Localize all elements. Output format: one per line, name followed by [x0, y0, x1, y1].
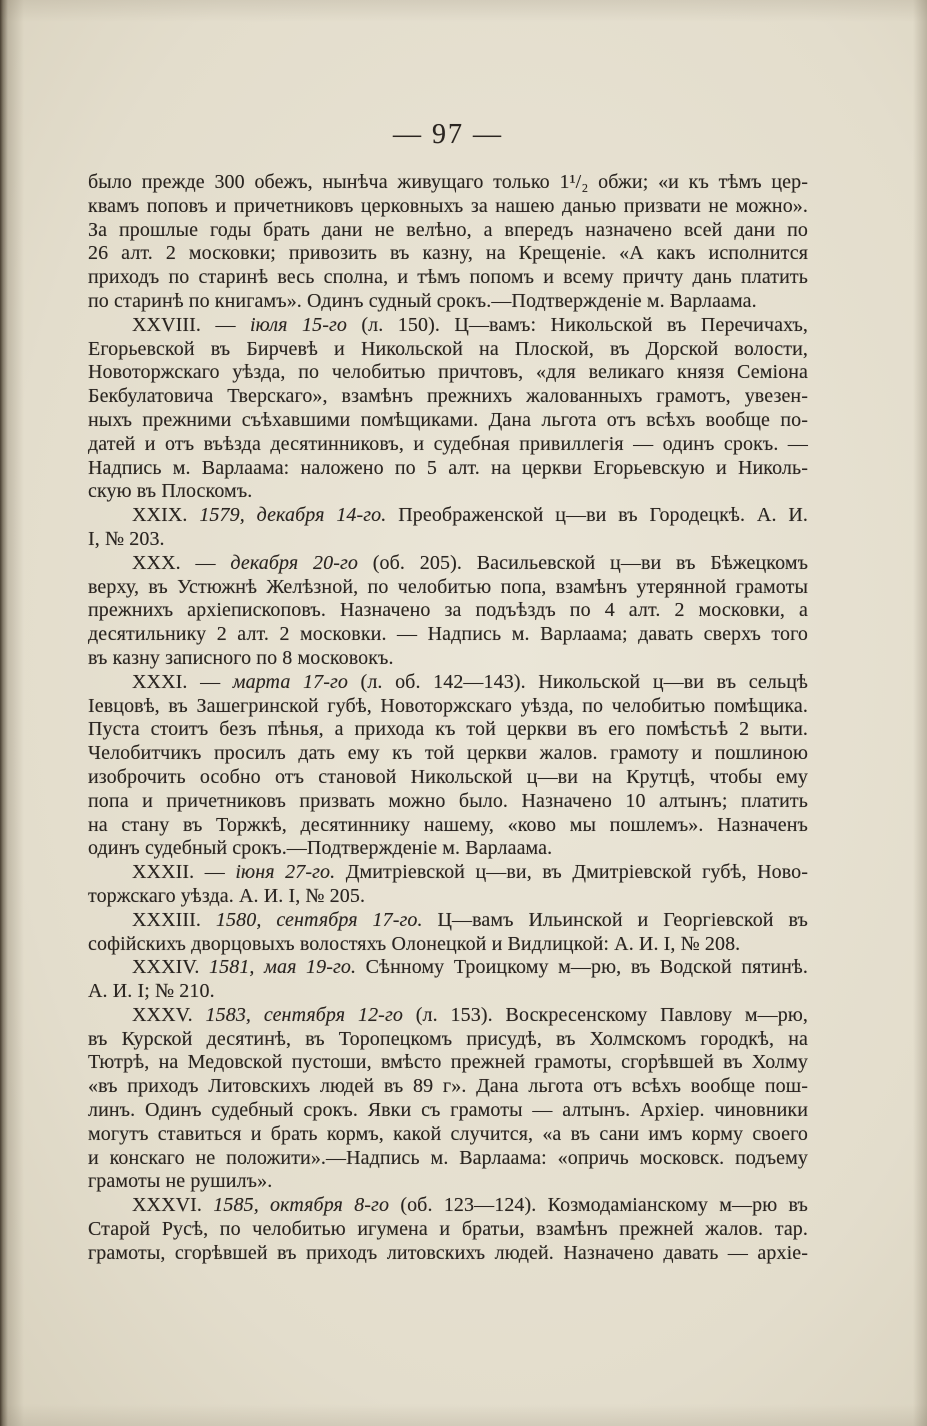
text-segment: Ц—вамъ Ильинской и Георгіевской въ	[422, 908, 808, 931]
date-text: 1580, сентября 17-го.	[215, 908, 423, 931]
text-line	[88, 742, 808, 766]
text-segment: софійскихъ дворцовыхъ волостяхъ Олонецкой и Видлицкой: А. И. I, № 208.	[88, 932, 741, 955]
text-segment: Дмитріевской ц—ви, въ Дмитріевской губѣ, Ново-	[335, 861, 808, 884]
text-segment: За прошлые годы брать дани не велѣно, а впередъ назначено всей дани по	[88, 218, 808, 241]
text-line	[88, 338, 808, 362]
text-segment: датей и отъ въѣзда десятинниковъ, и судебная привиллегія — одинъ срокъ. —	[88, 432, 808, 455]
text-segment: Челобитчикъ просилъ дать ему къ той церкви жалов. грамоту и пошлиною	[88, 742, 808, 765]
text-line	[88, 1194, 808, 1218]
text-line	[88, 980, 808, 1004]
text-segment: было прежде 300 обежъ, нынѣча живущаго только 1¹/₂ обжи; «и къ тѣмъ цер-	[88, 171, 808, 193]
text-segment: десятильнику 2 алт. 2 московки. — Надпись м. Варлаама; давать сверхъ того	[88, 623, 808, 646]
text-segment: (об. 205). Васильевской ц—ви въ Бѣжецкомъ	[358, 551, 809, 574]
text-line	[88, 1147, 808, 1171]
text-segment: грамоты, сгорѣвшей въ приходъ литовскихъ людей. Назначено давать — архіе-	[88, 1241, 808, 1264]
text-line	[88, 219, 808, 243]
text-line	[88, 814, 808, 838]
text-segment: Новоторжскаго уѣзда, по челобитью причтовъ, «для великаго князя Семіона	[88, 361, 808, 384]
text-segment: XXXI. —	[132, 670, 233, 693]
date-text: марта 17-го	[232, 670, 348, 693]
text-line	[88, 766, 808, 790]
text-segment: А. И. I; № 210.	[88, 980, 215, 1003]
text-segment: I, № 203.	[88, 527, 165, 550]
date-text: 1579, декабря 14-го.	[199, 504, 387, 527]
entry-paragraph	[88, 504, 808, 552]
text-segment: (л. об. 142—143). Никольской ц—ви въ сельцѣ	[347, 670, 808, 693]
text-segment: XXXIII.	[132, 908, 216, 931]
text-segment: (об. 123—124). Козмодаміанскому м—рю въ	[389, 1194, 808, 1217]
entry-paragraph	[88, 909, 808, 957]
text-line	[88, 1028, 808, 1052]
text-line	[88, 1242, 808, 1266]
text-segment: 26 алт. 2 московки; привозить въ казну, на Крещеніе. «А какъ исполнится	[88, 242, 808, 265]
text-segment: ныхъ прежними съѣхавшими помѣщиками. Дана льгота отъ всѣхъ вообще по-	[88, 408, 808, 431]
continued-paragraph	[88, 171, 808, 314]
text-line	[88, 290, 808, 314]
text-segment: прежнихъ архіепископовъ. Назначено за подъѣздъ по 4 алт. 2 московки, а	[88, 599, 808, 622]
text-segment: грамоты не рушилъ».	[88, 1170, 273, 1193]
text-line	[88, 647, 808, 671]
text-segment: приходъ по старинѣ весь сполна, и тѣмъ попомъ и всему причту дань платить	[88, 266, 808, 289]
text-line	[88, 1004, 808, 1028]
text-segment: и конскаго не положити».—Надпись м. Варлаама: «опричь московск. подъему	[88, 1146, 808, 1169]
text-line	[88, 576, 808, 600]
entry-paragraph	[88, 956, 808, 1004]
text-line	[88, 1075, 808, 1099]
text-line	[88, 195, 808, 219]
text-line	[88, 718, 808, 742]
text-segment: Тютрѣ, на Медовской пустоши, вмѣсто прежней грамоты, сгорѣвшей въ Холму	[88, 1051, 808, 1074]
text-line	[88, 528, 808, 552]
text-segment: XXXII. —	[132, 861, 236, 884]
date-text: іюля 15-го	[250, 313, 347, 336]
text-segment: въ казну записного по 8 московокъ.	[88, 646, 394, 669]
text-segment: квамъ поповъ и причетниковъ церковныхъ за нашею данью призвати не можно».	[88, 194, 808, 217]
text-line	[88, 457, 808, 481]
text-segment: одинъ судебный срокъ.—Подтвержденіе м. Варлаама.	[88, 837, 553, 860]
text-segment: Преображенской ц—ви въ Городецкѣ. А. И.	[386, 504, 809, 527]
text-segment: XXXVI.	[132, 1194, 214, 1217]
text-segment: XXIX.	[132, 504, 200, 527]
text-segment: Егорьевской въ Бирчевѣ и Никольской на Плоской, въ Дорской волости,	[88, 337, 808, 360]
text-segment: XXXV.	[132, 1003, 206, 1026]
body-text	[88, 171, 808, 1266]
text-segment: XXX. —	[132, 551, 231, 574]
text-segment: Пуста стоитъ безъ пѣнья, а прихода къ той церкви въ его помѣстьѣ 2 выти.	[88, 718, 808, 741]
text-segment: (л. 153). Воскресенскому Павлову м—рю,	[402, 1003, 809, 1026]
text-segment: скую въ Плоскомъ.	[88, 480, 253, 503]
text-line	[88, 1123, 808, 1147]
text-line	[88, 885, 808, 909]
text-line	[88, 909, 808, 933]
text-line	[88, 956, 808, 980]
text-line	[88, 480, 808, 504]
text-segment: Сѣнному Троицкому м—рю, въ Водской пятинѣ.	[356, 956, 808, 979]
date-text: 1585, октября 8-го	[213, 1194, 390, 1217]
text-line	[88, 504, 808, 528]
text-segment: XXVIII. —	[132, 313, 250, 336]
text-segment: могутъ ставиться и брать кормъ, какой случится, «а въ сани имъ корму своего	[88, 1122, 808, 1145]
text-line	[88, 433, 808, 457]
text-segment: линъ. Одинъ судебный срокъ. Явки съ грамоты — алтынъ. Архіер. чиновники	[88, 1099, 808, 1122]
page-number: — 97 —	[393, 119, 503, 150]
text-line	[88, 790, 808, 814]
date-text: 1581, мая 19-го.	[209, 956, 357, 979]
text-line	[88, 1099, 808, 1123]
text-segment: Старой Русѣ, по челобитью игумена и братьи, взамѣнъ прежней жалов. тар.	[88, 1218, 808, 1241]
text-line	[88, 623, 808, 647]
text-line	[88, 1051, 808, 1075]
text-segment: въ Курской десятинѣ, въ Торопецкомъ присудѣ, въ Холмскомъ городкѣ, на	[88, 1027, 808, 1050]
text-line	[88, 837, 808, 861]
text-line	[88, 171, 808, 195]
text-segment: XXXIV.	[132, 956, 210, 979]
text-segment: (л. 150). Ц—вамъ: Никольской въ Перечичахъ,	[346, 313, 809, 336]
text-segment: изоброчить особно отъ становой Никольской ц—ви на Крутцѣ, чтобы ему	[88, 765, 808, 788]
text-line	[88, 599, 808, 623]
text-line	[88, 695, 808, 719]
text-line	[88, 552, 808, 576]
entry-paragraph	[88, 1194, 808, 1265]
text-line	[88, 671, 808, 695]
entry-paragraph	[88, 552, 808, 671]
text-line	[88, 1170, 808, 1194]
text-segment: верху, въ Устюжнѣ Желѣзной, по челобитью попа, взамѣнъ утерянной грамоты	[88, 575, 808, 598]
text-segment: Іевцовѣ, въ Зашегринской губѣ, Новоторжскаго уѣзда, по челобитью помѣщика.	[88, 694, 808, 717]
text-segment: «въ приходъ Литовскихъ людей въ 89 г». Дана льгота отъ всѣхъ вообще пош-	[88, 1075, 808, 1098]
entry-paragraph	[88, 1004, 808, 1194]
text-line	[88, 242, 808, 266]
text-line	[88, 361, 808, 385]
text-segment: торжскаго уѣзда. А. И. I, № 205.	[88, 884, 366, 907]
text-line	[88, 409, 808, 433]
text-segment: попа и причетниковъ призвать можно было. Назначено 10 алтынъ; платить	[88, 789, 808, 812]
text-line	[88, 1218, 808, 1242]
entry-paragraph	[88, 861, 808, 909]
text-segment: на стану въ Торжкѣ, десятиннику нашему, «ково мы пошлемъ». Назначенъ	[88, 813, 808, 836]
date-text: іюня 27-го.	[235, 861, 336, 884]
text-line	[88, 266, 808, 290]
date-text: декабря 20-го	[230, 551, 358, 574]
text-line	[88, 861, 808, 885]
date-text: 1583, сентября 12-го	[205, 1003, 403, 1026]
text-line	[88, 314, 808, 338]
entry-paragraph	[88, 314, 808, 504]
entry-paragraph	[88, 671, 808, 861]
text-segment: по старинѣ по книгамъ». Одинъ судный срокъ.—Подтвержденіе м. Варлаама.	[88, 289, 757, 312]
text-line	[88, 933, 808, 957]
text-segment: Бекбулатовича Тверскаго», взамѣнъ прежнихъ жалованныхъ грамотъ, увезен-	[88, 385, 808, 408]
text-segment: Надпись м. Варлаама: наложено по 5 алт. на церкви Егорьевскую и Николь-	[88, 456, 808, 479]
text-line	[88, 385, 808, 409]
